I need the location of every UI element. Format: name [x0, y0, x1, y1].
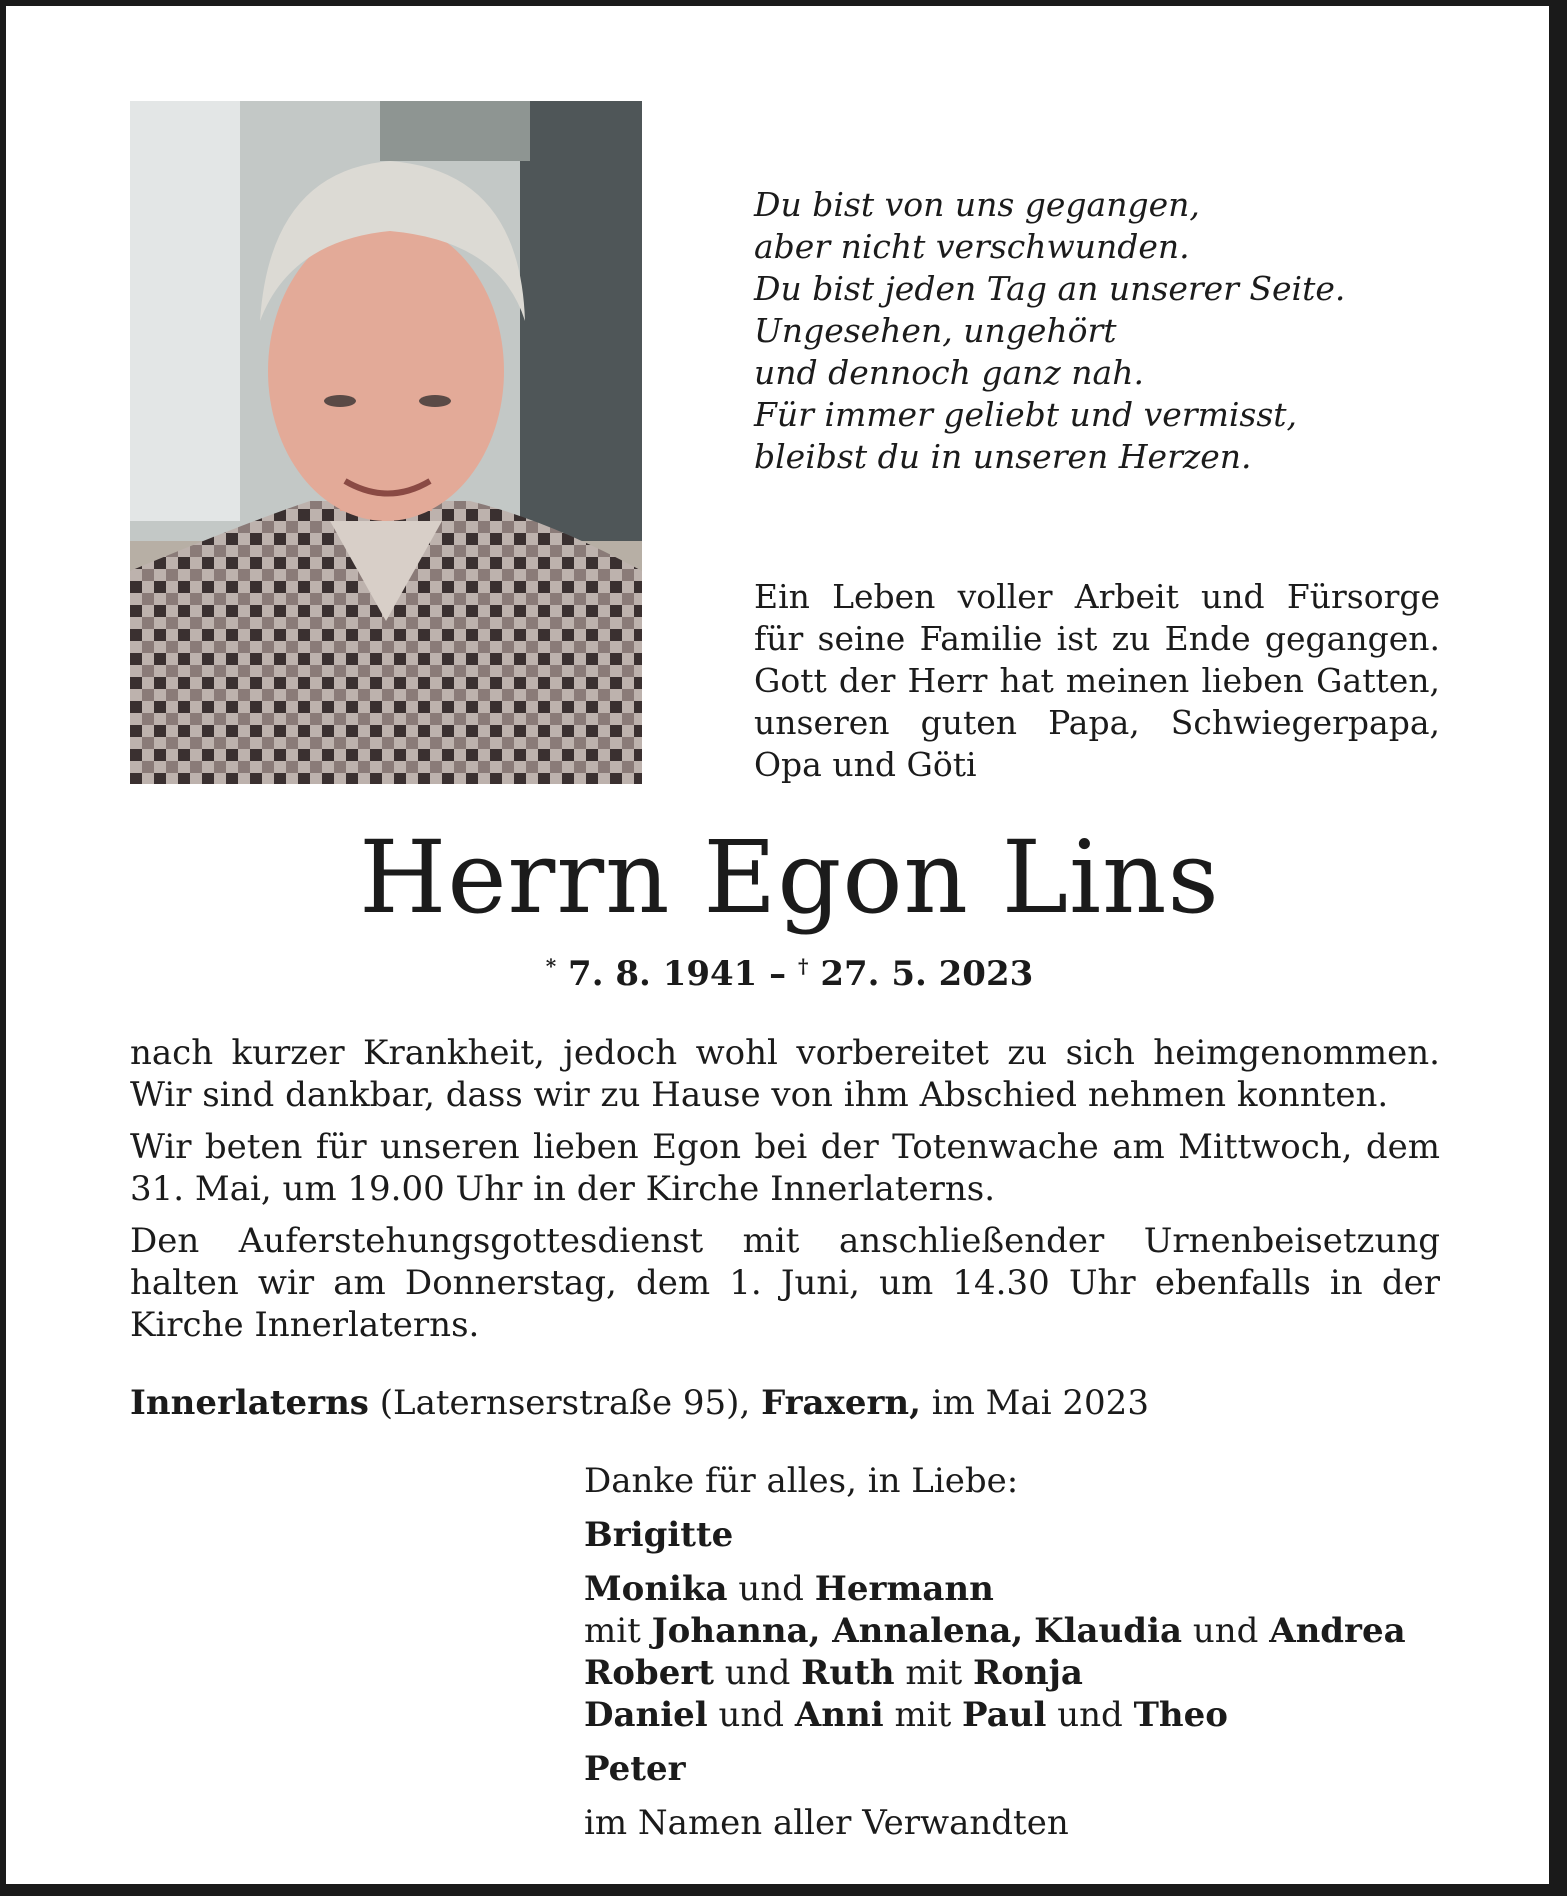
portrait-photo [130, 101, 642, 784]
paragraph-funeral: Den Auferstehungsgottesdienst mit anschließender Urnenbeisetzung halten wir am Donnerstag, dem 1. Juni, um 14.30 Uhr ebenfalls in der Kirche Innerlaterns. [130, 1221, 1440, 1345]
address: (Laternserstraße 95), [379, 1383, 751, 1423]
paragraph-passing: nach kurzer Krankheit, jedoch wohl vorbereitet zu sich heimgenommen. Wir sind dankbar, dass wir zu Hause von ihm Abschied nehmen konnten. [130, 1033, 1440, 1115]
birth-symbol: * [545, 954, 557, 978]
conjunction: und [724, 1653, 791, 1693]
conjunction: und [1057, 1695, 1123, 1735]
intro-line: Opa und Göti [754, 745, 977, 784]
name-johanna-annalena: Johanna, Annalena, [651, 1611, 1024, 1651]
deceased-name: Herrn Egon Lins [359, 819, 1220, 936]
name-ronja: Ronja [972, 1653, 1083, 1693]
poem-line: Für immer geliebt und vermisst, [754, 395, 1298, 434]
intro-text [754, 576, 1440, 786]
thanks-heading: Danke für alles, in Liebe: [584, 1461, 1019, 1501]
name-daniel: Daniel [584, 1695, 708, 1735]
obituary-page [6, 6, 1549, 1884]
family-signature [584, 1460, 1444, 1844]
name-anni: Anni [794, 1695, 884, 1735]
family-brigitte: Brigitte [584, 1515, 734, 1555]
name-ruth: Ruth [801, 1653, 895, 1693]
intro-line: für seine Familie ist zu Ende gegangen. [754, 619, 1440, 658]
intro-line: Gott der Herr hat meinen lieben Gatten, [754, 661, 1440, 700]
name-hermann: Hermann [814, 1569, 994, 1609]
conjunction: mit [894, 1695, 952, 1735]
town-innerlaterns: Innerlaterns [130, 1383, 369, 1423]
relatives-line: im Namen aller Verwandten [584, 1803, 1069, 1843]
portrait-image [130, 101, 642, 784]
poem [754, 184, 1434, 478]
poem-line: Du bist von uns gegangen, [754, 185, 1200, 224]
place-and-date [130, 1382, 1430, 1424]
conjunction: und [1192, 1611, 1259, 1651]
conjunction: mit [584, 1611, 641, 1651]
poem-line: bleibst du in unseren Herzen. [754, 437, 1252, 476]
conjunction: mit [905, 1653, 963, 1693]
name-andrea: Andrea [1269, 1611, 1406, 1651]
conjunction: und [738, 1569, 804, 1609]
life-dates [6, 954, 1567, 994]
name-paul: Paul [962, 1695, 1047, 1735]
birth-date: 7. 8. 1941 [568, 954, 758, 994]
family-line-daniel [584, 1694, 1444, 1736]
name-klaudia: Klaudia [1034, 1611, 1182, 1651]
family-line-monika [584, 1568, 1444, 1610]
family-peter: Peter [584, 1749, 686, 1789]
poem-line: aber nicht verschwunden. [754, 227, 1190, 266]
announcement-body [130, 1032, 1440, 1356]
town-fraxern: Fraxern, [761, 1383, 921, 1423]
death-date: 27. 5. 2023 [820, 954, 1034, 994]
family-line-grandchildren [584, 1610, 1444, 1652]
date-separator: – [769, 954, 787, 994]
name-monika: Monika [584, 1569, 728, 1609]
poem-line: Ungesehen, ungehört [754, 311, 1117, 350]
paragraph-wake: Wir beten für unseren lieben Egon bei der Totenwache am Mittwoch, dem 31. Mai, um 19.00 Uhr in der Kirche Innerlaterns. [130, 1127, 1440, 1209]
intro-line: unseren guten Papa, Schwiegerpapa, [754, 703, 1440, 742]
month-year: im Mai 2023 [931, 1383, 1149, 1423]
death-symbol: † [798, 954, 809, 978]
intro-line: Ein Leben voller Arbeit und Fürsorge [754, 577, 1440, 616]
name-theo: Theo [1133, 1695, 1228, 1735]
poem-line: Du bist jeden Tag an unserer Seite. [754, 269, 1346, 308]
name-robert: Robert [584, 1653, 714, 1693]
family-line-robert [584, 1652, 1444, 1694]
conjunction: und [718, 1695, 785, 1735]
poem-line: und dennoch ganz nah. [754, 353, 1144, 392]
